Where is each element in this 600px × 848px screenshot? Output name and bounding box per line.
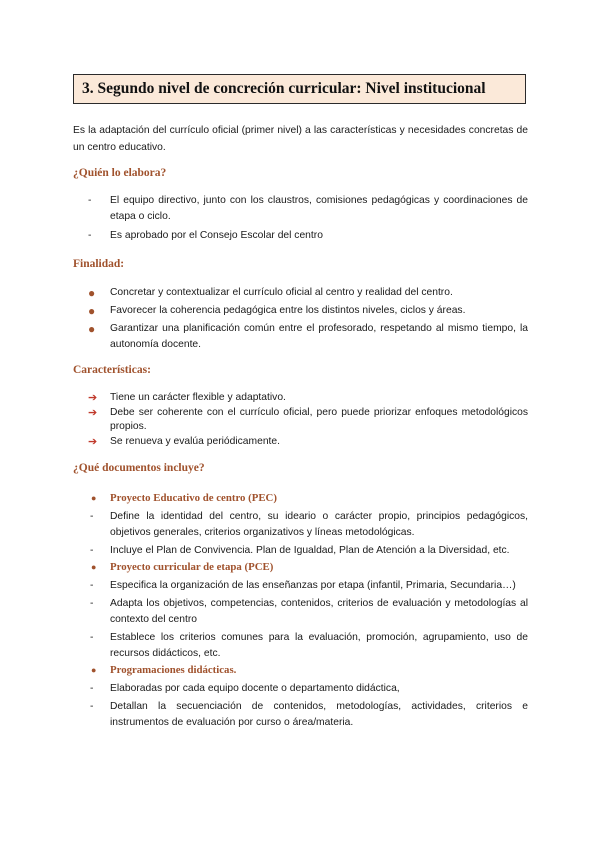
- list-item: - Elaboradas por cada equipo docente o departamento didáctica,: [90, 683, 400, 694]
- heading-documentos: ¿Qué documentos incluye?: [73, 462, 205, 474]
- section-title-box: [73, 74, 526, 104]
- document-prog-title: ● Programaciones didácticas.: [91, 664, 237, 676]
- list-item: ● Favorecer la coherencia pedagógica entre los distintos niveles, ciclos y áreas.: [88, 304, 466, 318]
- document-pce-title: ● Proyecto curricular de etapa (PCE): [91, 561, 274, 573]
- heading-finalidad: Finalidad:: [73, 258, 125, 270]
- list-item: ➔ Se renueva y evalúa periódicamente.: [88, 435, 281, 448]
- list-item: - Establece los criterios comunes para la evaluación, promoción, agrupamiento, uso de recursos didácticos, etc.: [90, 632, 528, 659]
- list-item: - Detallan la secuenciación de contenidos, metodologías, actividades, criterios e instrumentos de evaluación por curso o área/materia.: [90, 701, 528, 728]
- list-documentos: [88, 490, 528, 731]
- list-item: ● Concretar y contextualizar el currículo oficial al centro y realidad del centro.: [88, 286, 453, 300]
- list-item: - Adapta los objetivos, competencias, contenidos, criterios de evaluación y metodologías al contexto del centro: [90, 598, 528, 625]
- list-item: ➔ Tiene un carácter flexible y adaptativo.: [88, 392, 286, 404]
- heading-caracteristicas: Características:: [73, 364, 151, 376]
- section-title: 3. Segundo nivel de concreción curricular: Nivel institucional: [82, 80, 486, 97]
- list-caracteristicas: [88, 391, 528, 449]
- list-finalidad: [88, 285, 528, 353]
- document-pec-title: ● Proyecto Educativo de centro (PEC): [91, 492, 277, 504]
- list-quien: [88, 193, 528, 244]
- intro-paragraph: Es la adaptación del currículo oficial (primer nivel) a las características y necesidades concretas de un centro educativo.: [73, 125, 528, 153]
- list-item: ● Garantizar una planificación común entre el profesorado, respetando al mismo tiempo, la autonomía docente.: [88, 322, 528, 350]
- list-item: - Define la identidad del centro, su ideario o carácter propio, principios pedagógicos, objetivos generales, criterios organizativos y líneas metodológicas.: [90, 511, 528, 538]
- list-item: ➔ Debe ser coherente con el currículo oficial, pero puede priorizar enfoques metodológicos propios.: [88, 406, 528, 432]
- list-item: - Es aprobado por el Consejo Escolar del centro: [88, 230, 323, 241]
- list-item: - Especifica la organización de las enseñanzas por etapa (infantil, Primaria, Secundaria…): [90, 580, 516, 591]
- list-item: - El equipo directivo, junto con los claustros, comisiones pedagógicas y coordinaciones de etapa o ciclo.: [88, 195, 528, 222]
- list-item: - Incluye el Plan de Convivencia. Plan de Igualdad, Plan de Atención a la Diversidad, etc.: [90, 545, 510, 556]
- heading-quien: ¿Quién lo elabora?: [73, 167, 167, 179]
